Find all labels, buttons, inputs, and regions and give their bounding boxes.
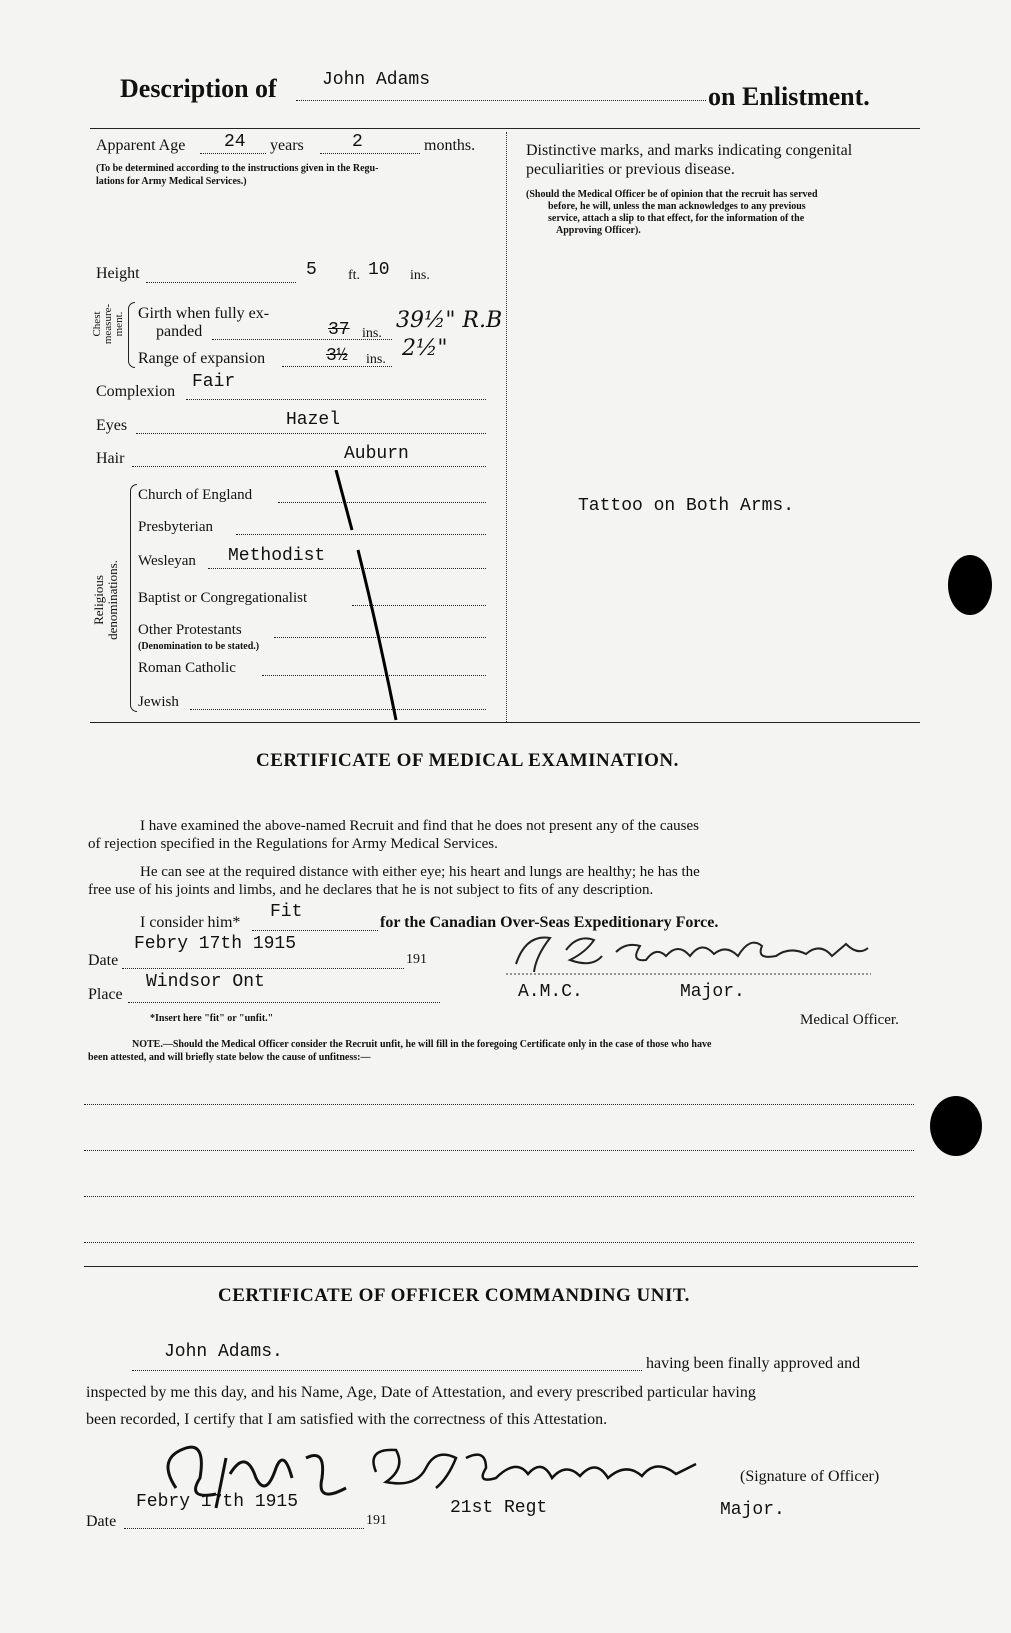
ins-label: ins. <box>410 268 430 283</box>
commanding-date-value: Febry 17th 1915 <box>136 1492 299 1512</box>
religion-church-of-england: Church of England <box>138 487 253 503</box>
religion-strike-mark <box>330 470 410 730</box>
fitness-value: Fit <box>270 902 303 922</box>
religion-baptist: Baptist or Congregationalist <box>138 590 308 606</box>
commanding-recruit-name: John Adams. <box>164 1342 283 1362</box>
chest-label-1: Chest <box>91 311 103 337</box>
marks-value: Tattoo on Both Arms. <box>578 496 795 516</box>
religion-label-1: Religious <box>91 575 106 625</box>
girth-new-value: 39½" R.B <box>396 308 503 333</box>
medical-para1-line2: of rejection specified in the Regulations for Army Medical Services. <box>88 836 498 852</box>
hair-label: Hair <box>96 450 125 467</box>
medical-unit-value: A.M.C. <box>518 982 583 1002</box>
unfit-line-4 <box>84 1242 914 1243</box>
header-recruit-name: John Adams <box>322 70 431 90</box>
section-rule-1 <box>90 722 920 723</box>
place-line <box>128 1002 440 1003</box>
marks-note-line3: service, attach a slip to that effect, for the information of the <box>548 213 805 224</box>
religion-roman-catholic: Roman Catholic <box>138 660 236 676</box>
commanding-rank-value: Major. <box>720 1500 785 1520</box>
medical-rank-value: Major. <box>680 982 745 1002</box>
note-line1: NOTE.—Should the Medical Officer consider the Recruit unfit, he will fill in the foregoing Certificate only in the case of those who have <box>132 1039 712 1050</box>
girth-old-value: 37 <box>328 320 350 340</box>
age-months-value: 2 <box>352 132 363 152</box>
header-name-line <box>296 100 706 101</box>
eyes-label: Eyes <box>96 417 128 434</box>
height-ft-value: 5 <box>306 260 317 280</box>
commanding-date-line <box>124 1528 364 1529</box>
medical-officer-label: Medical Officer. <box>800 1012 899 1028</box>
consider-label: I consider him* <box>140 914 241 931</box>
girth-ins-label: ins. <box>362 326 382 341</box>
age-note-line1: (To be determined according to the instructions given in the Regu- <box>96 163 379 174</box>
religion-jewish: Jewish <box>138 694 179 710</box>
commanding-line2: inspected by me this day, and his Name, Age, Date of Attestation, and every prescribed particular having <box>86 1384 756 1401</box>
for-force-label: for the Canadian Over-Seas Expeditionary Force. <box>380 914 719 931</box>
complexion-value: Fair <box>192 372 236 392</box>
religion-label-2: denominations. <box>105 560 120 640</box>
medical-para1-line1: I have examined the above-named Recruit and find that he does not present any of the causes <box>140 818 699 834</box>
religion-other-protestants: Other Protestants <box>138 622 242 638</box>
marks-label-line2: peculiarities or previous disease. <box>526 161 735 178</box>
religion-wesleyan: Wesleyan <box>138 553 196 569</box>
complexion-label: Complexion <box>96 383 176 400</box>
girth-label-1: Girth when fully ex- <box>138 305 270 322</box>
medical-year-prefix: 191 <box>406 952 427 967</box>
eyes-value: Hazel <box>286 410 341 430</box>
place-label: Place <box>88 986 123 1003</box>
height-in-value: 10 <box>368 260 390 280</box>
commanding-name-line <box>132 1370 642 1371</box>
chest-bracket <box>128 302 135 368</box>
complexion-line <box>186 399 486 400</box>
ink-blot-bottom <box>930 1096 982 1156</box>
months-label: months. <box>424 137 476 154</box>
religion-value: Methodist <box>228 546 326 566</box>
marks-note-line2: before, he will, unless the man acknowledges to any previous <box>548 201 806 212</box>
apparent-age-label: Apparent Age <box>96 137 186 154</box>
marks-label-line1: Distinctive marks, and marks indicating congenital <box>526 142 853 159</box>
medical-certificate-title: CERTIFICATE OF MEDICAL EXAMINATION. <box>256 750 679 771</box>
fitness-line <box>252 930 378 931</box>
commanding-line3: been recorded, I certify that I am satisfied with the correctness of this Attestation. <box>86 1411 608 1428</box>
ink-blot-top <box>948 555 992 615</box>
eyes-line <box>136 433 486 434</box>
range-ins-label: ins. <box>366 352 386 367</box>
medical-officer-signature <box>506 926 876 983</box>
medical-para2-line1: He can see at the required distance with either eye; his heart and lungs are healthy; he has the <box>140 864 700 880</box>
marks-note-line4: Approving Officer). <box>556 225 641 236</box>
unfit-line-1 <box>84 1104 914 1105</box>
range-new-value: 2½" <box>402 336 448 361</box>
section-rule-2 <box>84 1266 918 1267</box>
marks-note-line1: (Should the Medical Officer be of opinion that the recruit has served <box>526 189 818 200</box>
age-years-value: 24 <box>224 132 246 152</box>
commanding-date-label: Date <box>86 1513 117 1530</box>
hair-line <box>132 466 486 467</box>
column-divider <box>506 132 507 722</box>
insert-note: *Insert here "fit" or "unfit." <box>150 1013 274 1024</box>
medical-para2-line2: free use of his joints and limbs, and he declares that he is not subject to fits of any description. <box>88 882 654 898</box>
commanding-line1-end: having been finally approved and <box>646 1355 861 1372</box>
ft-label: ft. <box>348 268 361 283</box>
range-old-value: 3½ <box>326 346 348 366</box>
unfit-line-2 <box>84 1150 914 1151</box>
height-line <box>146 282 296 283</box>
religion-presbyterian: Presbyterian <box>138 519 213 535</box>
header-description-of: Description of <box>120 74 277 103</box>
commanding-year-prefix: 191 <box>366 1513 387 1528</box>
age-note-line2: lations for Army Medical Services.) <box>96 176 247 187</box>
height-label: Height <box>96 265 140 282</box>
header-on-enlistment: on Enlistment. <box>708 82 870 111</box>
commanding-certificate-title: CERTIFICATE OF OFFICER COMMANDING UNIT. <box>218 1285 690 1306</box>
religion-bracket <box>130 484 137 712</box>
medical-date-line <box>122 968 404 969</box>
age-months-line <box>320 153 420 154</box>
girth-label-2: panded <box>156 323 203 340</box>
chest-measurement-label <box>92 288 125 360</box>
religion-note: (Denomination to be stated.) <box>138 641 260 652</box>
chest-label-2: measure- <box>102 303 114 345</box>
top-rule <box>90 128 920 129</box>
years-label: years <box>270 137 304 154</box>
medical-date-label: Date <box>88 952 119 969</box>
age-years-line <box>200 153 266 154</box>
range-label: Range of expansion <box>138 350 266 367</box>
medical-date-value: Febry 17th 1915 <box>134 934 297 954</box>
place-value: Windsor Ont <box>146 972 265 992</box>
unfit-line-3 <box>84 1196 914 1197</box>
hair-value: Auburn <box>344 444 409 464</box>
commanding-unit-value: 21st Regt <box>450 1498 548 1518</box>
signature-of-officer-label: (Signature of Officer) <box>740 1468 880 1485</box>
chest-label-3: ment. <box>113 311 125 337</box>
religious-denominations-label <box>92 540 120 660</box>
note-line2: been attested, and will briefly state below the cause of unfitness:— <box>88 1052 371 1063</box>
